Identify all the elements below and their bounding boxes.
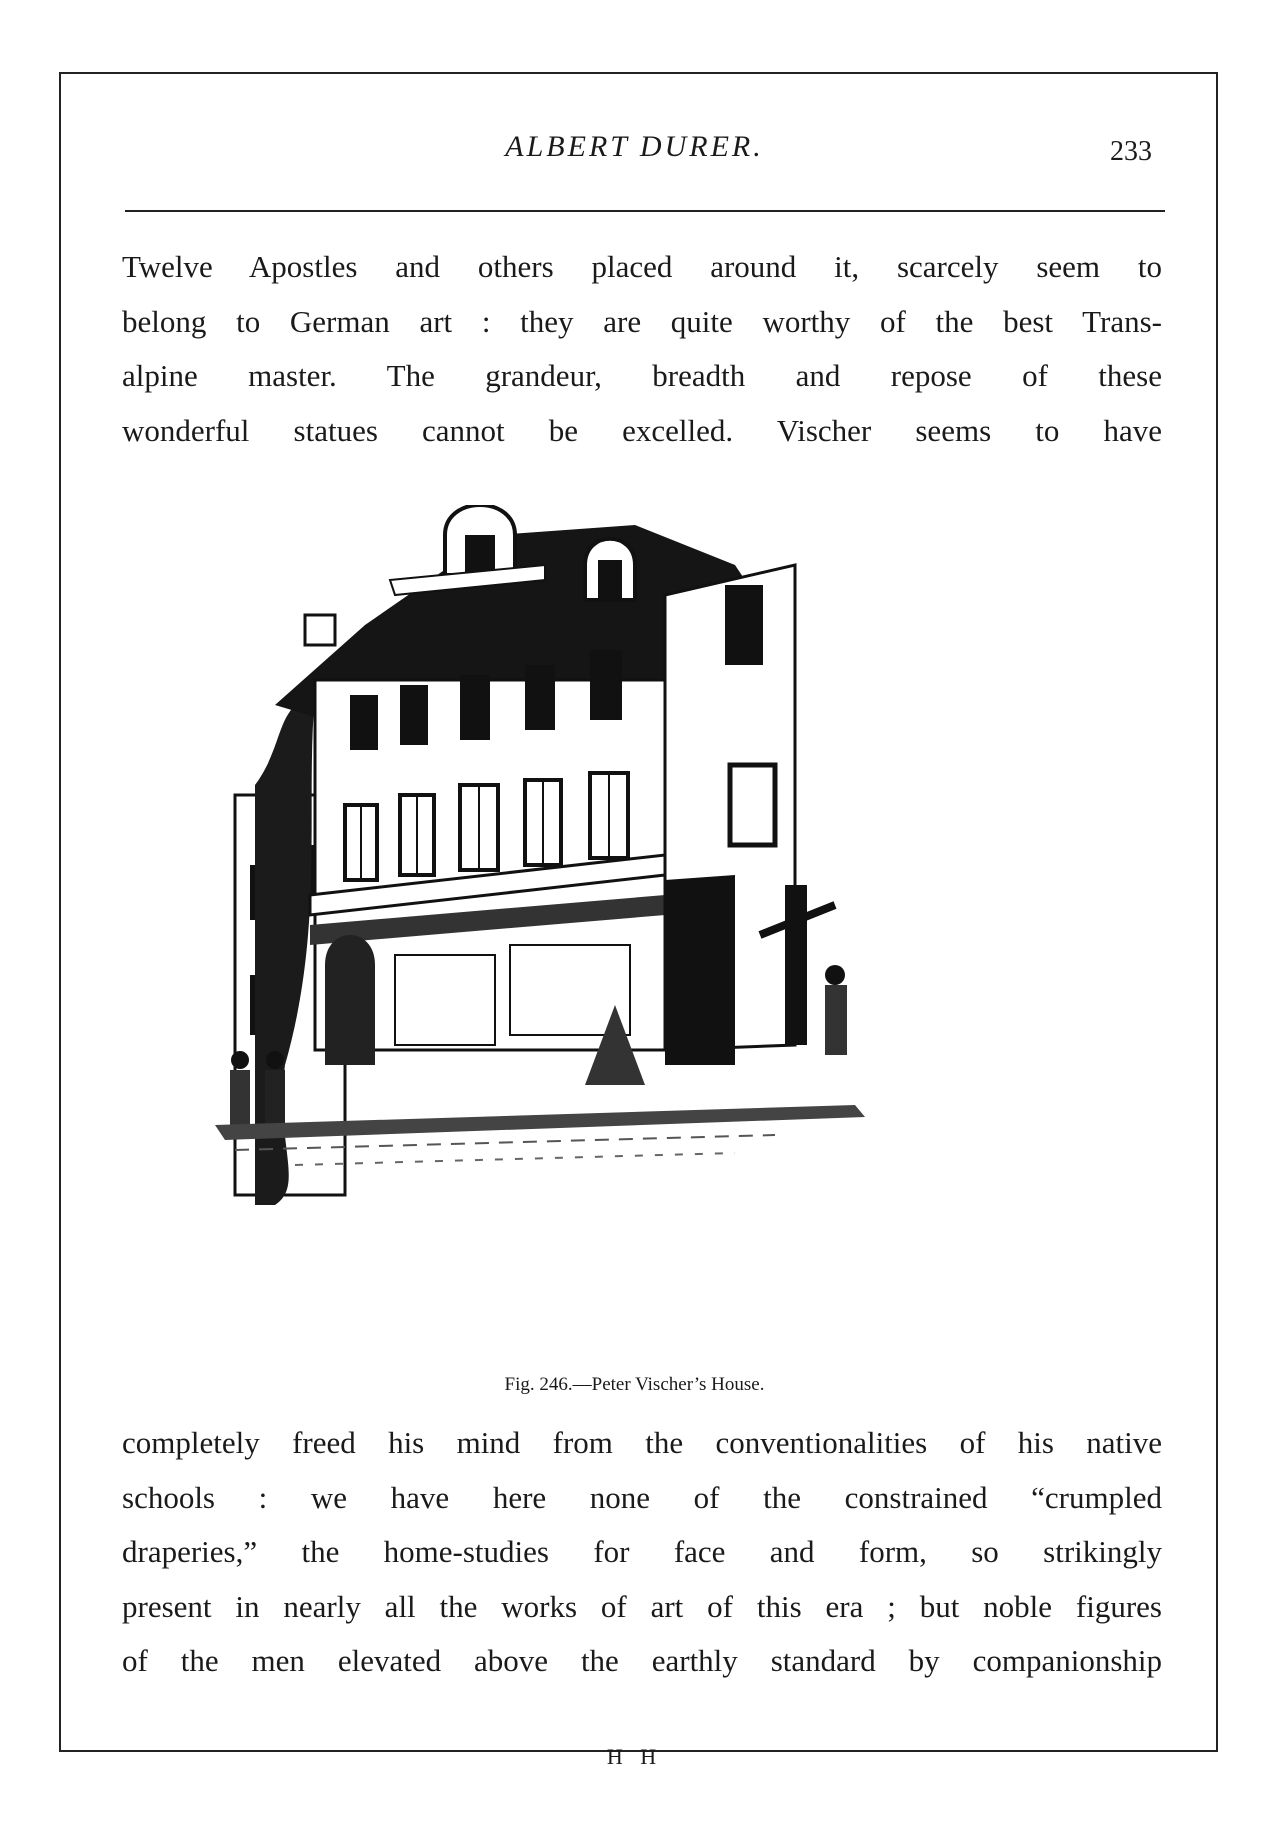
figure-caption: Fig. 246.—Peter Vischer’s House.: [504, 1374, 765, 1395]
running-header-title: ALBERT DURER.: [505, 130, 764, 163]
engraving-illustration: [215, 505, 865, 1205]
text-line: alpine master. The grandeur, breadth and repose of these: [122, 358, 1162, 393]
text-line: of the men elevated above the earthly standard by companionship: [122, 1643, 1162, 1678]
text-line: Twelve Apostles and others placed around it, scarcely seem to: [122, 249, 1162, 284]
text-line: present in nearly all the works of art of this era ; but noble figures: [122, 1588, 1162, 1624]
text-line: draperies,” the home-studies for face and form, so strikingly: [122, 1534, 1162, 1569]
signature-mark: H H: [606, 1744, 663, 1769]
header-rule: [125, 210, 1165, 212]
text-line: belong to German art : they are quite worthy of the best Trans-: [122, 303, 1162, 339]
text-line: completely freed his mind from the conventionalities of his native: [122, 1425, 1162, 1460]
paragraph-top: [122, 240, 1162, 458]
house-engraving: [215, 505, 1035, 1335]
paragraph-bottom: [122, 1416, 1162, 1689]
page-number: 233: [1110, 136, 1152, 167]
text-line: wonderful statues cannot be excelled. Vischer seems to have: [122, 412, 1162, 448]
text-line: schools : we have here none of the constrained “crumpled: [122, 1479, 1162, 1515]
